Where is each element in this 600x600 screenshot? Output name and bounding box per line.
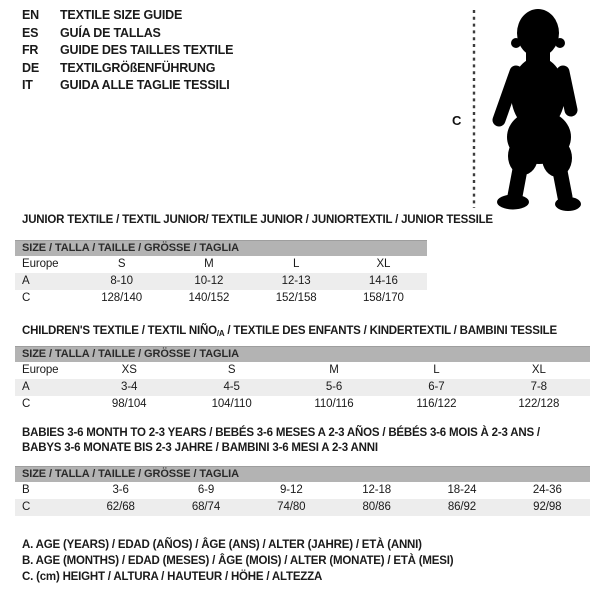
silhouette-arm-right [563,72,571,110]
language-row [22,42,233,60]
language-title: TEXTILE SIZE GUIDE [60,8,183,22]
babies-title-line1: BABIES 3-6 MONTH TO 2-3 YEARS / BEBÉS 3-6 MESES A 2-3 AÑOS / BÉBÉS 3-6 MOIS À 2-3 ANS / [22,427,540,439]
table-cell: 6-7 [428,381,445,393]
table-cell: 110/116 [314,398,354,410]
children-title-part2: / TEXTILE DES ENFANTS / KINDERTEXTIL / BAMBINI TESSILE [224,325,557,337]
table-cell: S [117,258,126,270]
table-cell: 80/86 [362,501,391,513]
children-title-sub: /A [216,329,225,338]
table-cell: 6-9 [197,484,215,496]
language-code: DE [22,60,39,75]
language-title: GUIDA ALLE TAGLIE TESSILI [60,78,230,92]
table-cell: 12-18 [362,484,392,496]
table-cell: L [433,364,440,376]
footnote-c: C. (cm) HEIGHT / ALTURA / HAUTEUR / HÖHE / ALTEZZA [22,571,323,583]
table-cell: M [329,364,339,376]
table-cell: M [204,258,214,270]
language-code: FR [22,43,39,57]
table-cell: 62/68 [106,501,135,513]
language-row [22,60,233,78]
table-cell: 3-6 [112,484,129,496]
table-cell: 122/128 [518,398,560,410]
size-header-band: SIZE / TALLA / TAILLE / GRÖSSE / TAGLIA [15,346,590,362]
table-row [15,256,427,273]
silhouette-leg-right [559,166,565,197]
row-label: Europe [22,258,59,270]
table-cell: 3-4 [121,381,138,393]
table-cell: 86/92 [447,501,477,513]
table-cell: 104/110 [211,398,252,410]
table-cell: 152/158 [275,292,317,304]
silhouette-head [517,9,559,57]
language-title-list [22,7,233,95]
silhouette-leg-left [515,164,521,196]
footnote-b: B. AGE (MONTHS) / EDAD (MESES) / ÂGE (MOIS) / ALTER (MONATE) / ETÀ (MESI) [22,555,454,567]
table-cell: 5-6 [325,381,343,393]
children-table-title [22,324,557,341]
table-cell: 8-10 [110,275,133,287]
table-cell: 140/152 [188,292,230,304]
row-label: C [22,501,31,513]
footnote-a: A. AGE (YEARS) / EDAD (AÑOS) / ÂGE (ANS) / ALTER (JAHRE) / ETÀ (ANNI) [22,539,422,551]
footnote-legend [22,537,453,585]
row-label: B [22,484,30,496]
table-cell: 7-8 [530,381,547,393]
children-title-part1: CHILDREN'S TEXTILE / TEXTIL NIÑO [22,325,217,337]
row-label: A [22,275,30,287]
table-cell: 9-12 [280,484,303,496]
language-title: TEXTILGRÖßENFÜHRUNG [60,60,216,75]
baby-height-figure [446,4,596,212]
language-code: IT [22,78,33,92]
row-label: C [22,292,31,304]
table-cell: 68/74 [191,501,221,513]
table-row [15,379,590,396]
language-title: GUIDE DES TAILLES TEXTILE [60,43,234,57]
table-cell: 14-16 [368,275,398,287]
table-cell: 128/140 [101,292,143,304]
silhouette-foot-right [555,197,581,211]
height-measure-label: C [452,113,462,128]
row-label: Europe [22,364,59,376]
language-code: ES [22,25,39,40]
silhouette-ear-left [511,38,521,48]
table-row [15,396,590,413]
language-title: GUÍA DE TALLAS [60,25,161,40]
table-cell: S [227,364,236,376]
table-cell: XL [531,364,546,376]
babies-title-line2: BABYS 3-6 MONATE BIS 2-3 JAHRE / BAMBINI 3-6 MESI A 2-3 ANNI [22,442,378,454]
babies-table [15,466,590,516]
table-cell: XS [121,364,137,376]
silhouette-foot-left [497,195,529,210]
table-cell: 158/170 [362,292,404,304]
table-cell: 18-24 [447,484,477,496]
table-row [15,290,427,307]
language-row [22,7,233,25]
table-cell: 98/104 [111,398,147,410]
table-cell: 12-13 [281,275,311,287]
table-row [15,482,590,499]
table-cell: XL [376,258,391,270]
language-code: EN [22,8,39,22]
size-header-band: SIZE / TALLA / TAILLE / GRÖSSE / TAGLIA [15,240,427,256]
table-cell: 92/98 [533,501,562,513]
language-row [22,25,233,43]
table-row [15,362,590,379]
junior-table [15,240,427,307]
row-label: A [22,381,30,393]
table-row [15,499,590,516]
row-label: C [22,398,31,410]
table-cell: 24-36 [532,484,562,496]
table-row [15,273,427,290]
table-cell: L [292,258,300,270]
silhouette-ear-right [555,38,565,48]
language-row [22,77,233,95]
size-header-band: SIZE / TALLA / TAILLE / GRÖSSE / TAGLIA [15,466,590,482]
table-cell: 10-12 [194,275,224,287]
junior-table-title: JUNIOR TEXTILE / TEXTIL JUNIOR/ TEXTILE JUNIOR / JUNIORTEXTIL / JUNIOR TESSILE [22,214,493,226]
babies-table-title [22,426,540,456]
table-cell: 74/80 [277,501,306,513]
table-cell: 116/122 [416,398,457,410]
baby-silhouette [497,9,581,211]
table-cell: 4-5 [223,381,240,393]
silhouette-arm-left [499,72,516,120]
children-table [15,346,590,413]
